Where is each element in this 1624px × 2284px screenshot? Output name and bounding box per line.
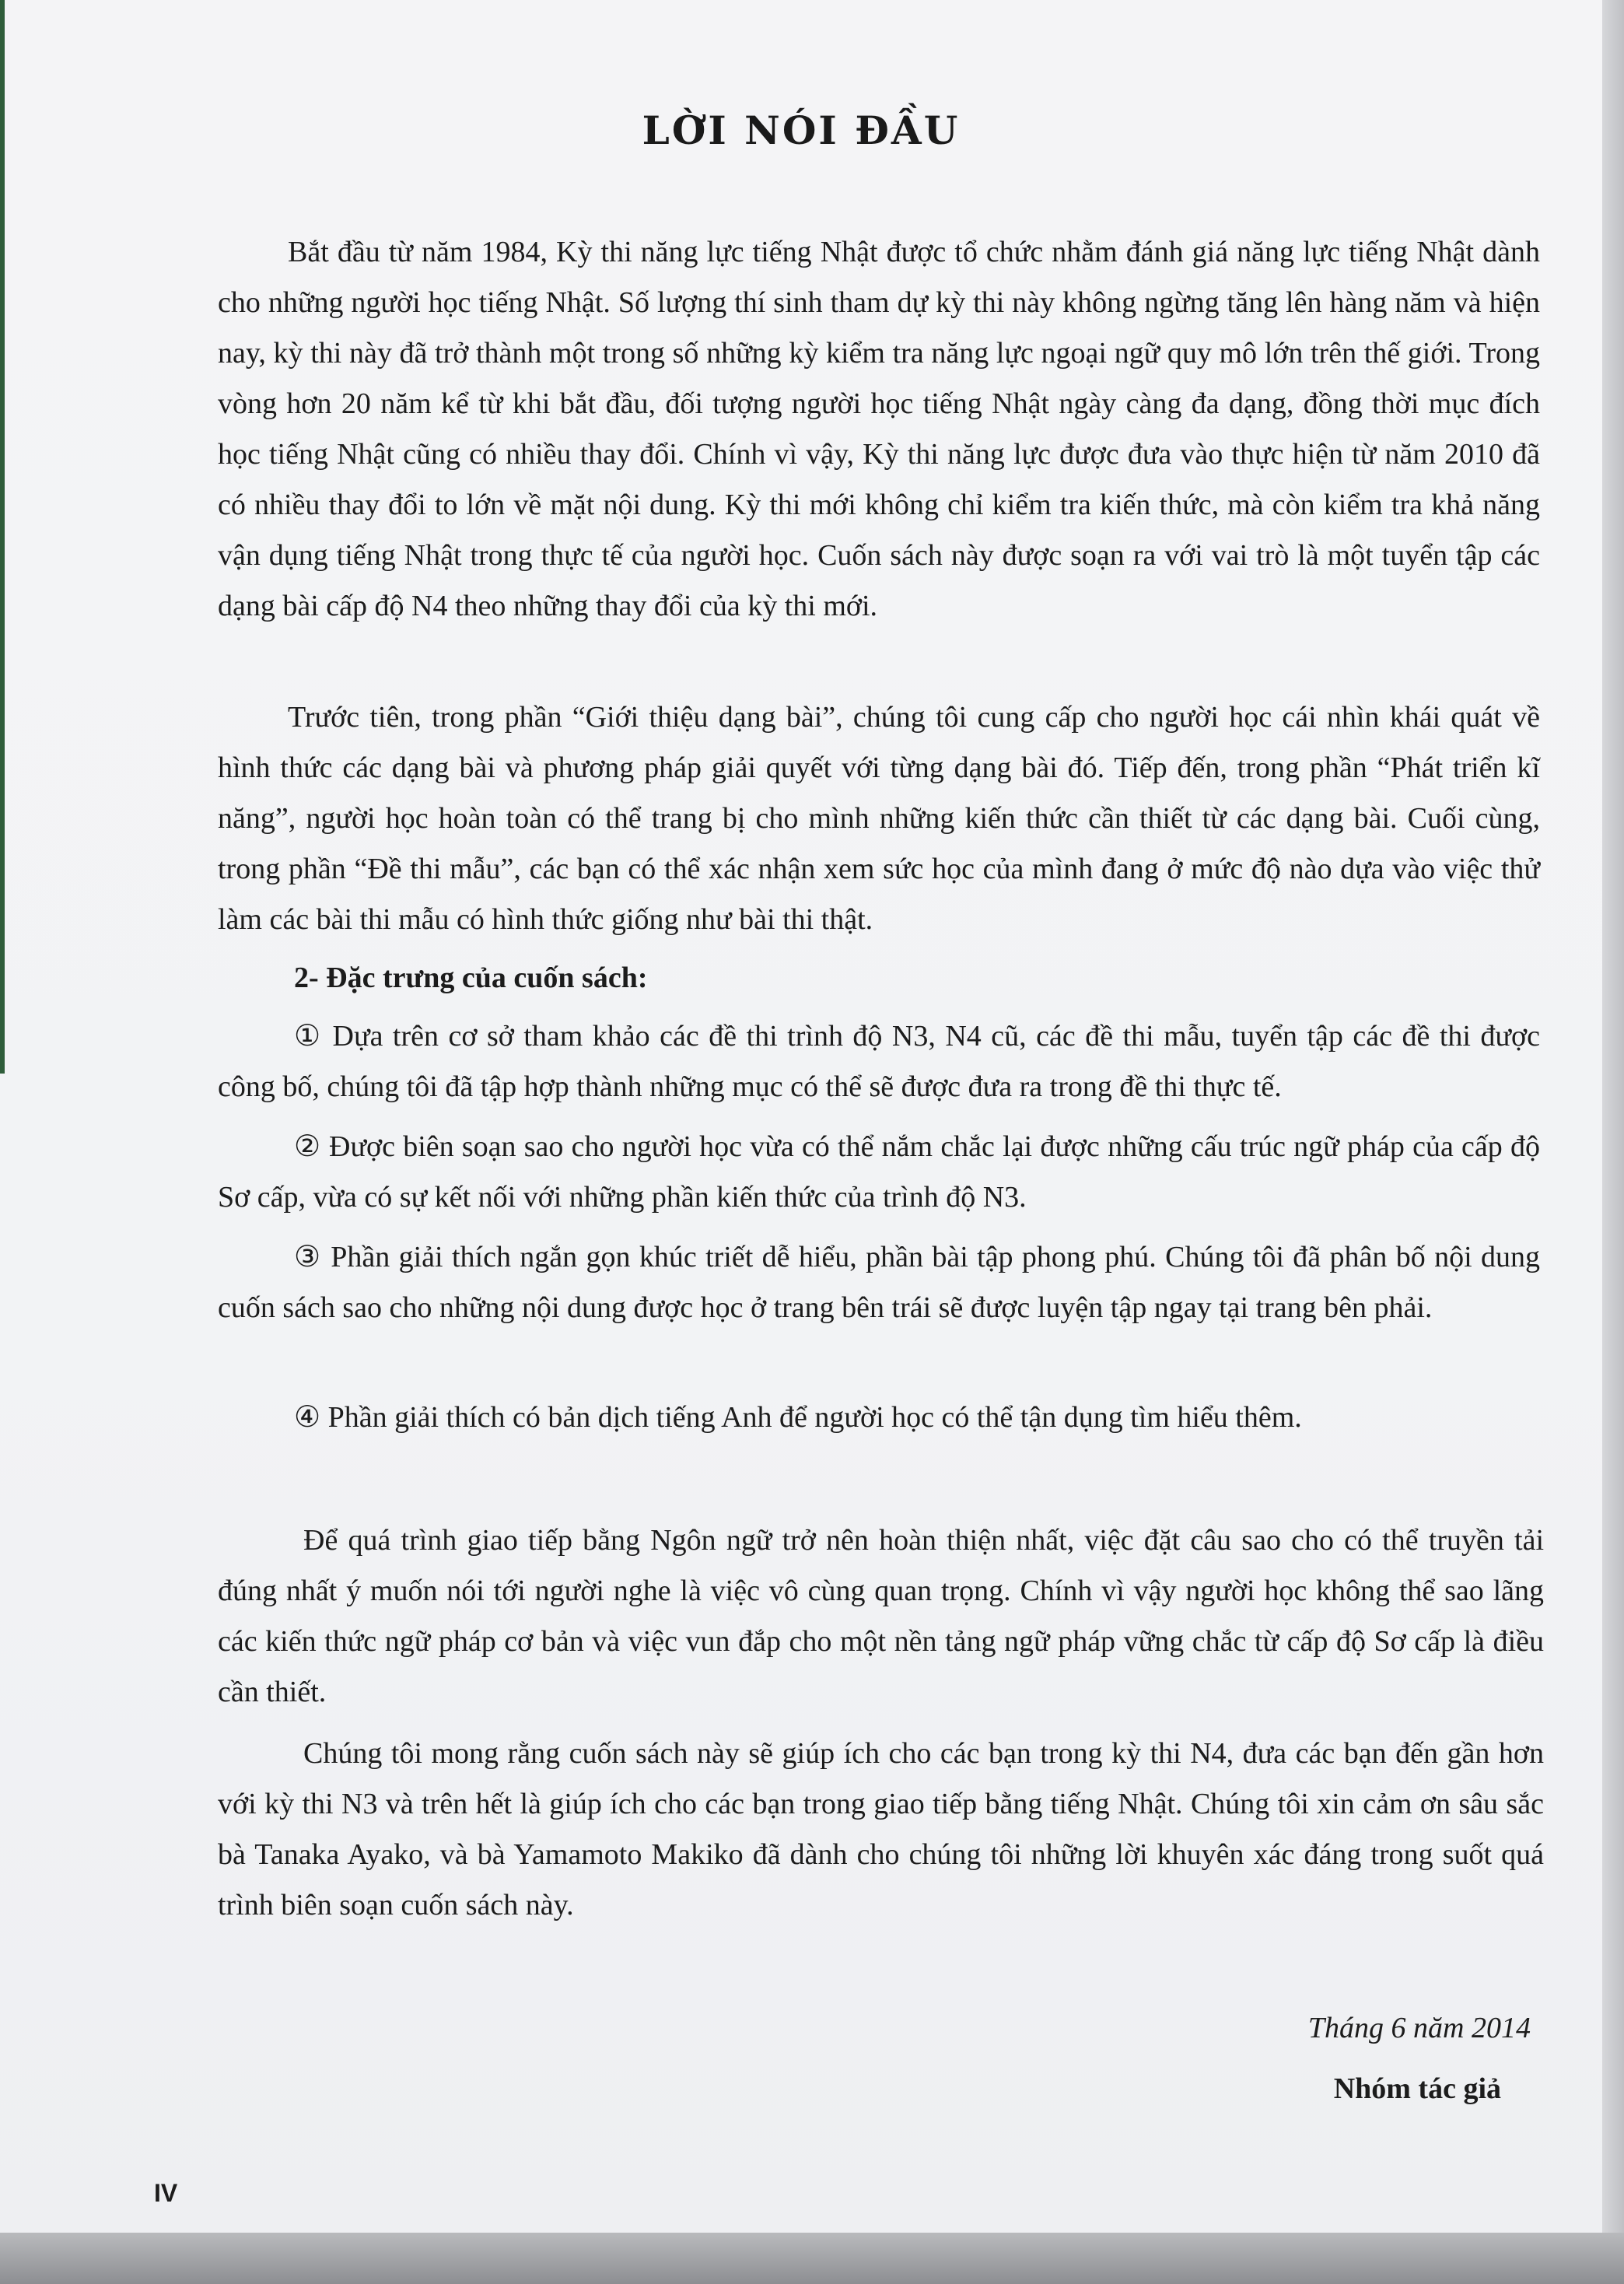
- author-signature: Nhóm tác giả: [1333, 2072, 1501, 2105]
- closing-paragraph-2: Chúng tôi mong rằng cuốn sách này sẽ giúp ích cho các bạn trong kỳ thi N4, đưa các bạn đến gần hơn với kỳ thi N3 và trên hết là giúp ích cho các bạn trong giao tiếp bằng tiếng Nhật. Chúng tôi xin cảm ơn sâu sắc bà Tanaka Ayako, và bà Yamamoto Makiko đã dành cho chúng tôi những lời khuyên xác đáng trong suốt quá trình biên soạn cuốn sách này.: [218, 1737, 1544, 1921]
- feature-item-1: ① Dựa trên cơ sở tham khảo các đề thi trình độ N3, N4 cũ, các đề thi mẫu, tuyển tập các đề thi được công bố, chúng tôi đã tập hợp thành những mục có thể sẽ được đưa ra trong đề thi thực tế.: [218, 1020, 1540, 1103]
- page-edge-shadow: [1602, 0, 1624, 2233]
- page-bottom-shadow: [0, 2233, 1624, 2284]
- page-number: IV: [154, 2179, 178, 2207]
- features-heading: 2- Đặc trưng của cuốn sách:: [294, 962, 648, 994]
- spine-edge: [0, 0, 5, 1074]
- intro-paragraph-1: Bắt đầu từ năm 1984, Kỳ thi năng lực tiếng Nhật được tổ chức nhằm đánh giá năng lực tiếng Nhật dành cho những người học tiếng Nhật. Số lượng thí sinh tham dự kỳ thi này không ngừng tăng lên hàng năm và hiện nay, kỳ thi này đã trở thành một trong số những kỳ kiểm tra năng lực ngoại ngữ quy mô lớn trên thế giới. Trong vòng hơn 20 năm kể từ khi bắt đầu, đối tượng người học tiếng Nhật ngày càng đa dạng, đồng thời mục đích học tiếng Nhật cũng có nhiều thay đổi. Chính vì vậy, Kỳ thi năng lực được đưa vào thực hiện từ năm 2010 đã có nhiều thay đổi to lớn về mặt nội dung. Kỳ thi mới không chỉ kiểm tra kiến thức, mà còn kiểm tra khả năng vận dụng tiếng Nhật trong thực tế của người học. Cuốn sách này được soạn ra với vai trò là một tuyển tập các dạng bài cấp độ N4 theo những thay đổi của kỳ thi mới.: [218, 236, 1540, 622]
- date-line: Tháng 6 năm 2014: [1307, 2012, 1531, 2044]
- feature-item-3: ③ Phần giải thích ngắn gọn khúc triết dễ hiểu, phần bài tập phong phú. Chúng tôi đã phân bố nội dung cuốn sách sao cho những nội dung được học ở trang bên trái sẽ được luyện tập ngay tại trang bên phải.: [218, 1241, 1540, 1324]
- closing-paragraph-1: Để quá trình giao tiếp bằng Ngôn ngữ trở nên hoàn thiện nhất, việc đặt câu sao cho có thể truyền tải đúng nhất ý muốn nói tới người nghe là việc vô cùng quan trọng. Chính vì vậy người học không thể sao lãng các kiến thức ngữ pháp cơ bản và việc vun đắp cho một nền tảng ngữ pháp vững chắc từ cấp độ Sơ cấp là điều cần thiết.: [218, 1524, 1544, 1708]
- feature-item-4: ④ Phần giải thích có bản dịch tiếng Anh để người học có thể tận dụng tìm hiểu thêm.: [294, 1401, 1302, 1434]
- page-title: LỜI NÓI ĐẦU: [642, 107, 961, 153]
- feature-item-2: ② Được biên soạn sao cho người học vừa có thể nắm chắc lại được những cấu trúc ngữ pháp của cấp độ Sơ cấp, vừa có sự kết nối với những phần kiến thức của trình độ N3.: [218, 1130, 1540, 1214]
- intro-paragraph-2: Trước tiên, trong phần “Giới thiệu dạng bài”, chúng tôi cung cấp cho người học cái nhìn khái quát về hình thức các dạng bài và phương pháp giải quyết với từng dạng bài đó. Tiếp đến, trong phần “Phát triển kĩ năng”, người học hoàn toàn có thể trang bị cho mình những kiến thức cần thiết từ các dạng bài. Cuối cùng, trong phần “Đề thi mẫu”, các bạn có thể xác nhận xem sức học của mình đang ở mức độ nào dựa vào việc thử làm các bài thi mẫu có hình thức giống như bài thi thật.: [218, 701, 1540, 936]
